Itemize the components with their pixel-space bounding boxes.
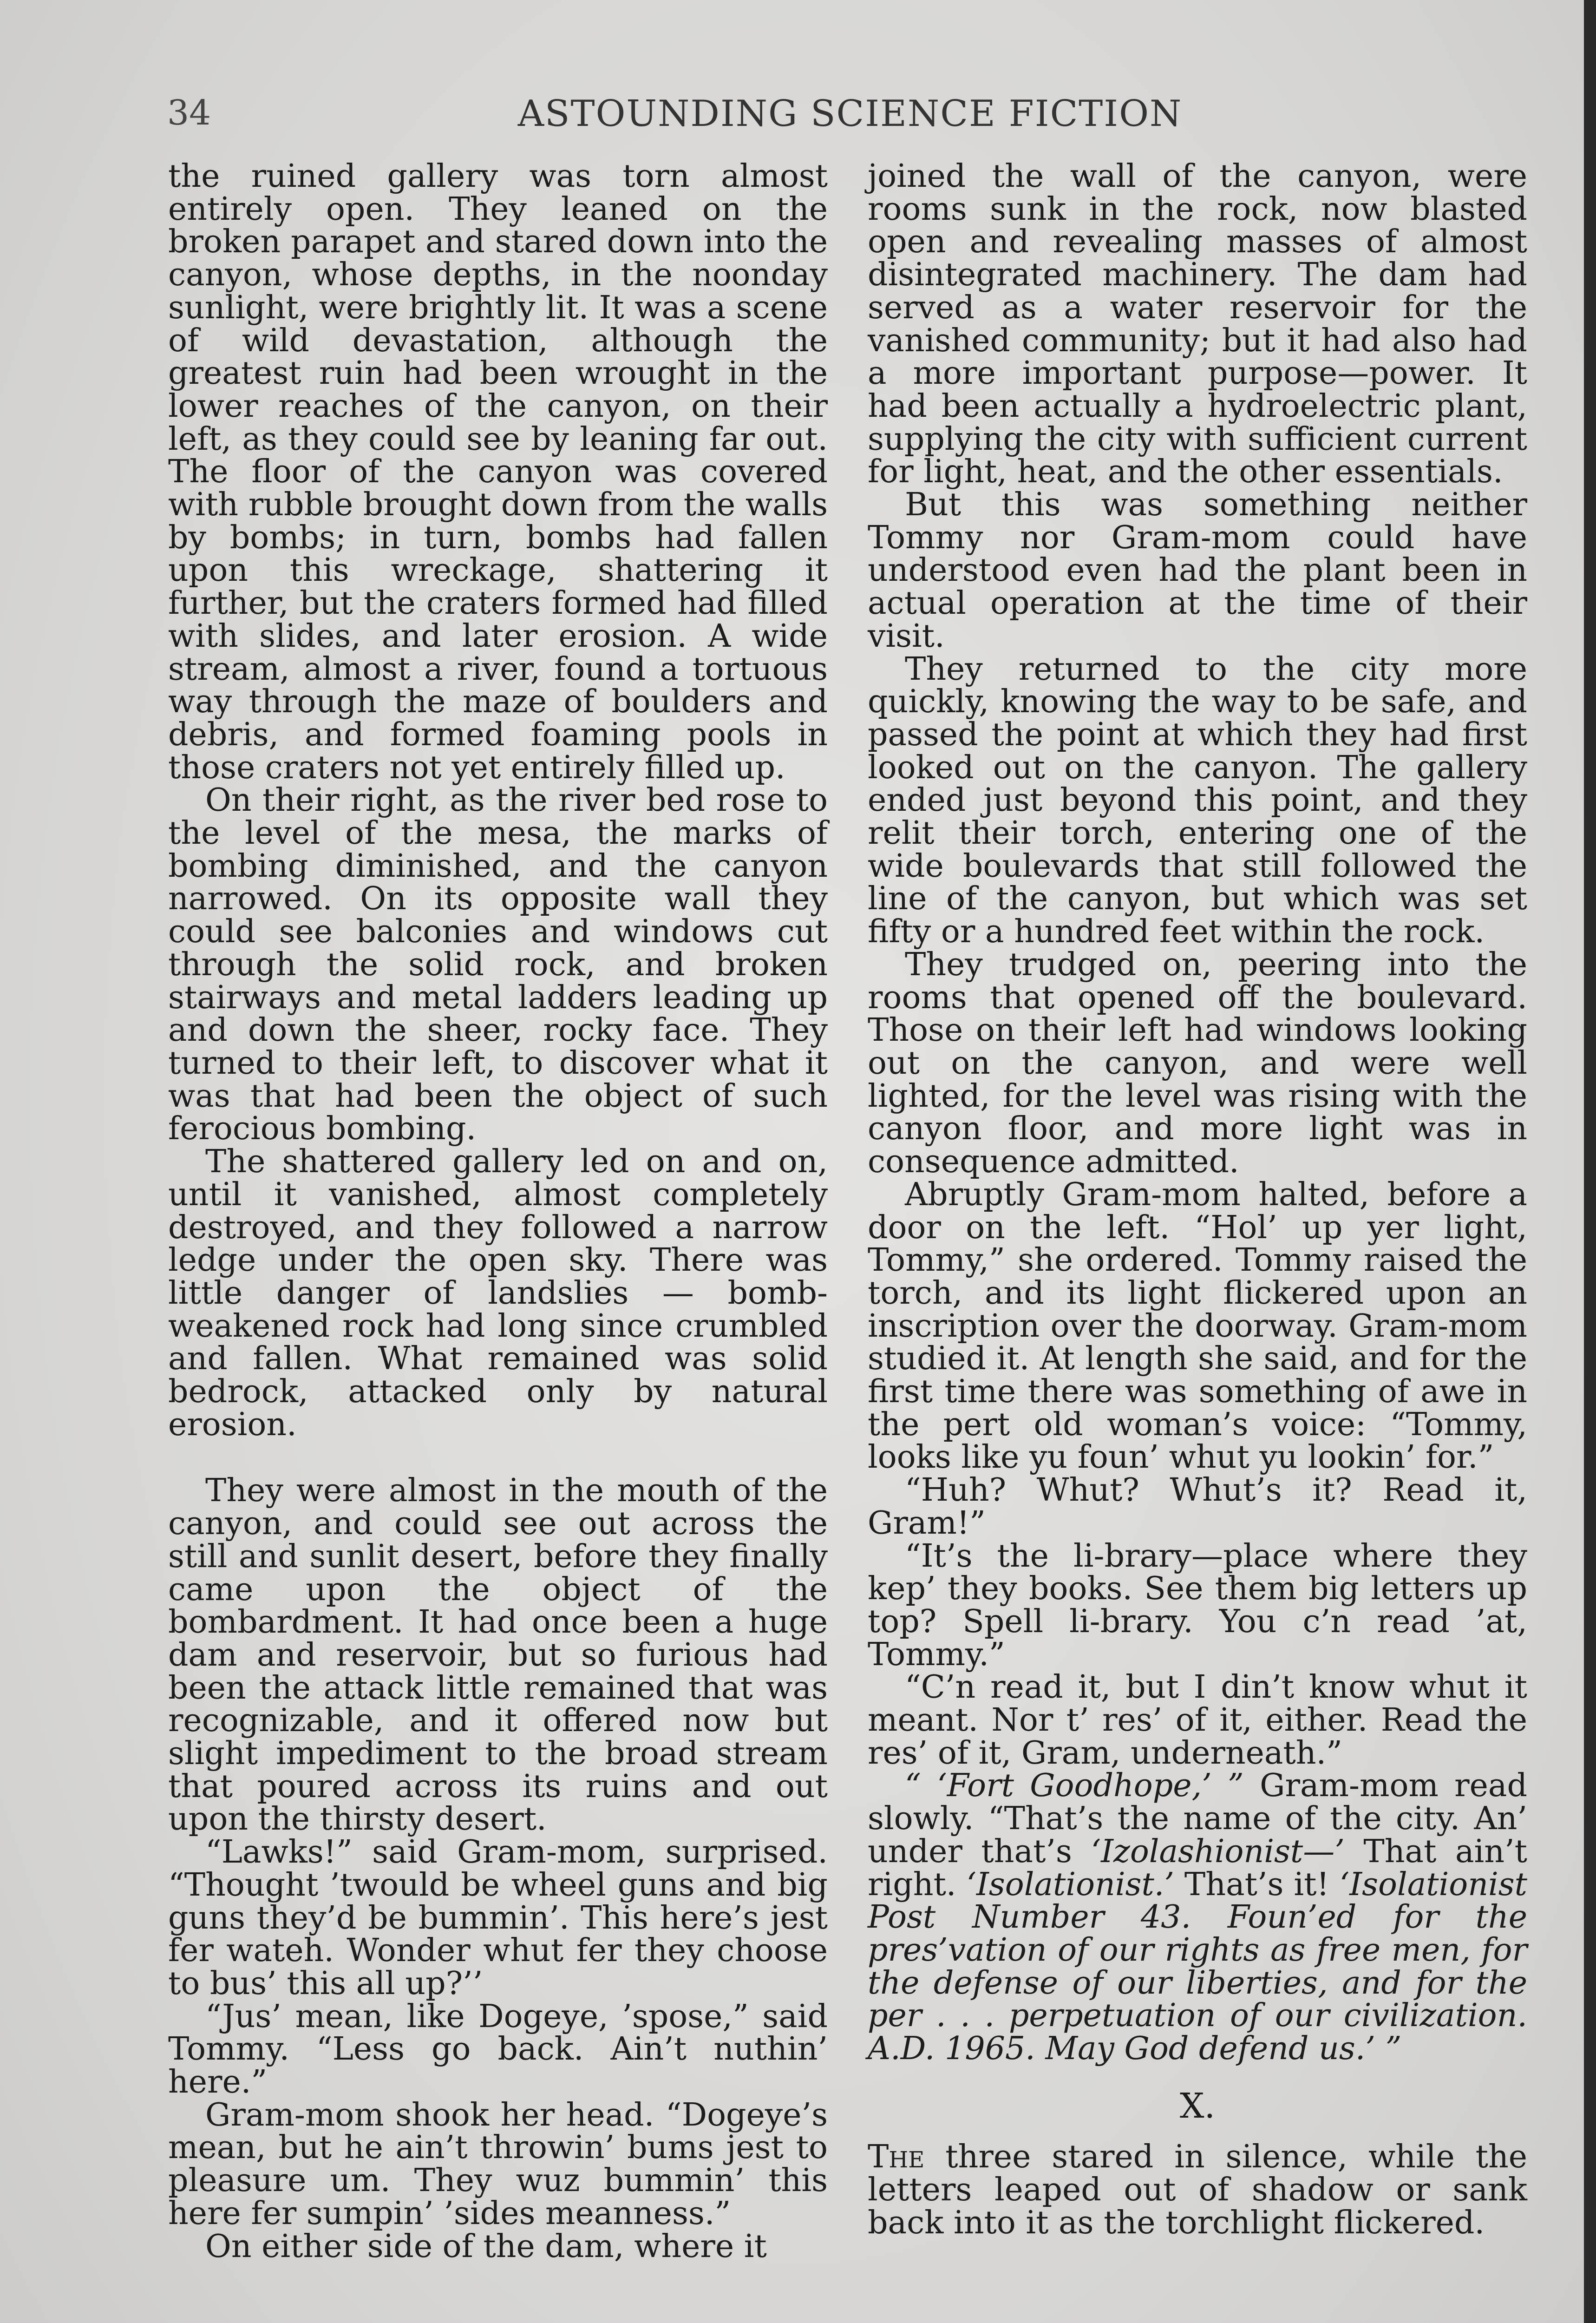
inscription-text: ‘Isolationist Post Number 43. Foun’ed for the pres’vation of our rights as free men, for the defense of our liberties, and for the per . . . perpetuation of our civilization. A.D. 1965. May God defend us.’ ” (868, 1866, 1527, 2067)
paragraph: the ruined gallery was torn almost entirely open. They leaned on the broken parapet and stared down into the canyon, whose depths, in the noonday sunlight, were brightly lit. It was a scene of wild devastation, although the greatest ruin had been wrought in the lower reaches of the canyon, on their left, as they could see by leaning far out. The floor of the canyon was covered with rubble brought down from the walls by bombs; in turn, bombs had fallen upon this wreckage, shattering it further, but the craters formed had filled with slides, and later erosion. A wide stream, almost a river, found a tortuous way through the maze of boulders and debris, and formed foaming pools in those craters not yet entirely filled up. (168, 158, 828, 786)
right-column (868, 160, 1527, 2240)
paragraph: Gram-mom shook her head. “Dogeye’s mean, but he ain’t throwin’ bums jest to pleasure um. They wuz bummin’ this here fer sumpin’ ’sides meanness.” (168, 2096, 828, 2232)
inscription-title: “ ‘Fort Goodhope,’ ” (905, 1767, 1244, 1805)
paragraph: On their right, as the river bed rose to the level of the mesa, the marks of bombing diminished, and the canyon narrowed. On its opposite wall they could see balconies and windows cut through the solid rock, and broken stairways and metal ladders leading up and down the sheer, rocky face. They turned to their left, to discover what it was that had been the object of such ferocious bombing. (168, 782, 828, 1148)
paragraph: The shattered gallery led on and on, until it vanished, almost completely destroyed, and they followed a narrow ledge under the open sky. There was little danger of landslies — bomb-weakened rock had long since crumbled and fallen. What remained was solid bedrock, attacked only by natural erosion. (168, 1143, 828, 1443)
running-title: ASTOUNDING SCIENCE FICTION (517, 93, 1183, 135)
inscription-text: That’s it! (1174, 1866, 1340, 1903)
paragraph: They trudged on, peering into the rooms that opened off the boulevard. Those on their left had windows looking out on the canyon, and were well lighted, for the level was rising with the canyon floor, and more light was in consequence admitted. (868, 946, 1527, 1181)
section-heading: X. (1179, 2086, 1216, 2126)
paragraph: “Huh? Whut? Whut’s it? Read it, Gram!” (868, 1472, 1527, 1542)
inscription-text: ‘Isolationist.’ (966, 1866, 1175, 1903)
paragraph (868, 2141, 1527, 2239)
paragraph-inscription (868, 1767, 1527, 2067)
lead-word: The (868, 2139, 925, 2176)
paragraph: They were almost in the mouth of the canyon, and could see out across the still and sunlit desert, before they finally came upon the object of the bombardment. It had once been a huge dam and reservoir, but so furious had been the attack little remained that was recognizable, and it offered now but slight impediment to the broad stream that poured across its ruins and out upon the thirsty desert. (168, 1472, 828, 1838)
paragraph: “Jus’ mean, like Dogeye, ’spose,” said Tommy. “Less go back. Ain’t nuthin’ here.” (168, 1998, 828, 2101)
paragraph: “C’n read it, but I din’t know whut it meant. Nor t’ res’ of it, either. Read the res’ of it, Gram, underneath.” (868, 1669, 1527, 1772)
inscription-text: Gram-mom read slowly. “That’s the name of the city. An’ under that’s (868, 1767, 1527, 1870)
paragraph: joined the wall of the canyon, were rooms sunk in the rock, now blasted open and revealing masses of almost disintegrated machinery. The dam had served as a water reservoir for the vanished community; but it had also had a more important purpose—power. It had been actually a hydroelectric plant, supplying the city with sufficient current for light, heat, and the other essentials. (868, 158, 1527, 491)
paragraph: “It’s the li-brary—place where they kep’ they books. See them big letters up top? Spell li-brary. You c’n read ’at, Tommy.” (868, 1537, 1527, 1673)
inscription-text: ‘Izolashionist—’ (1091, 1833, 1345, 1870)
page-header (167, 93, 1533, 144)
inscription-text: That ain’t right. (868, 1833, 1527, 1903)
paragraph: On either side of the dam, where it (205, 2228, 767, 2265)
paragraph: Abruptly Gram-mom halted, before a door on the left. “Hol’ up yer light, Tommy,” she ordered. Tommy raised the torch, and its light flickered upon an inscription over the doorway. Gram-mom studied it. At length she said, and for the first time there was something of awe in the pert old woman’s voice: “Tommy, looks like yu foun’ whut yu lookin’ for.” (868, 1176, 1527, 1476)
paragraph: “Lawks!” said Gram-mom, surprised. “Thought ’twould be wheel guns and big guns they’d be bummin’. This here’s jest fer wateh. Wonder whut fer they choose to bus’ this all up?’’ (168, 1834, 828, 2002)
paragraph: But this was something neither Tommy nor Gram-mom could have understood even had the plant been in actual operation at the time of their visit. (868, 486, 1527, 655)
left-column (168, 160, 828, 2263)
paragraph: They returned to the city more quickly, knowing the way to be safe, and passed the point at which they had first looked out on the canyon. The gallery ended just beyond this point, and they relit their torch, entering one of the wide boulevards that still followed the line of the canyon, but which was set fifty or a hundred feet within the rock. (868, 650, 1527, 951)
paragraph-text: three stared in silence, while the letters leaped out of shadow or sank back into it as the torchlight flickered. (868, 2139, 1527, 2241)
page-number: 34 (167, 93, 211, 133)
